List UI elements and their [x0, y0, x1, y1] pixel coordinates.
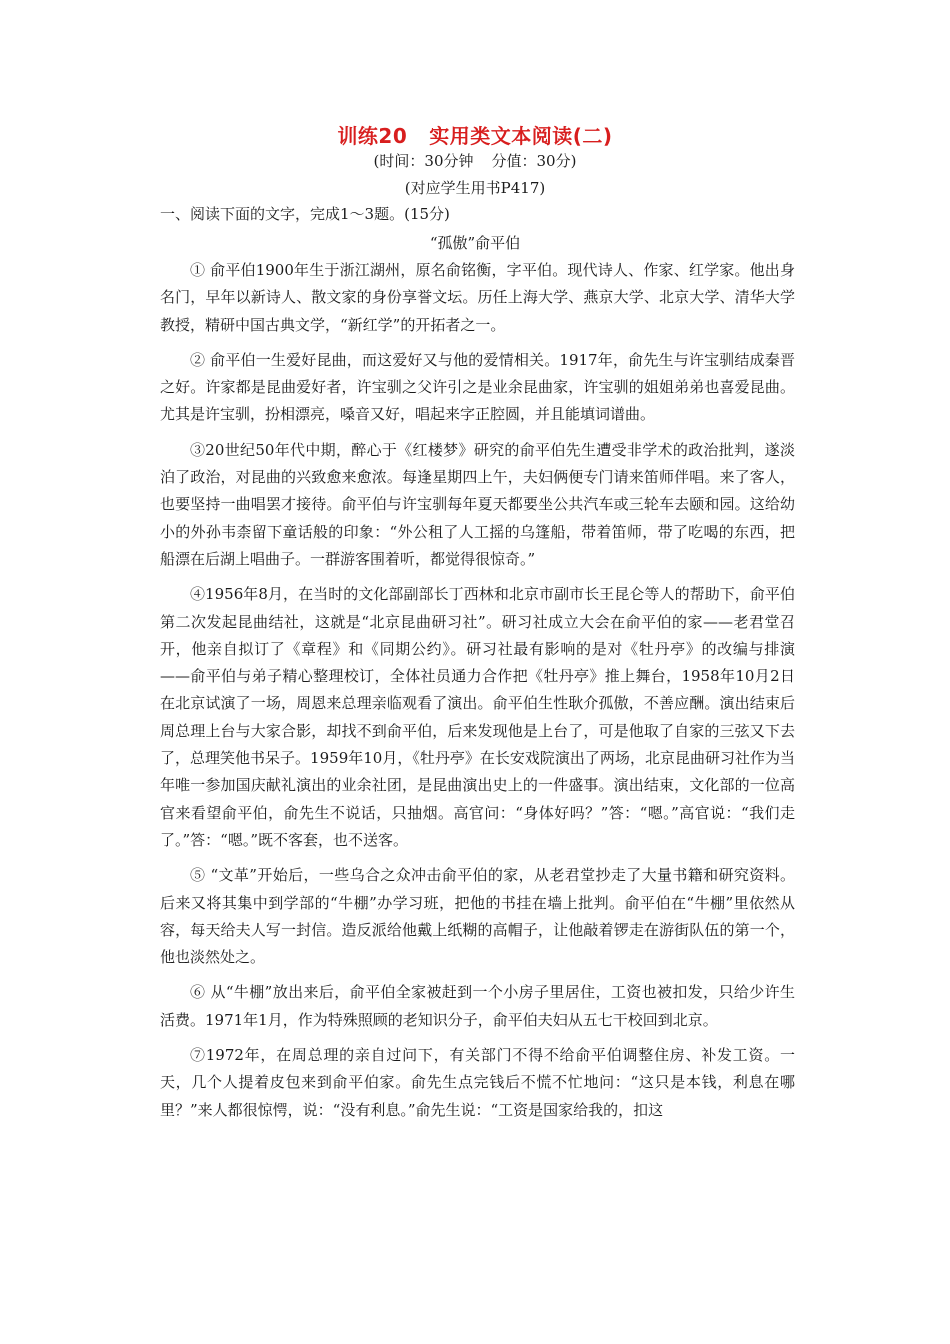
article-title: “孤傲”俞平伯 [429, 234, 521, 252]
time-label: (时间：30分钟 [373, 152, 474, 170]
title-lesson-number: 训练20 [337, 124, 408, 148]
paragraph-1: ① 俞平伯1900年生于浙江湖州，原名俞铭衡，字平伯。现代诗人、作家、红学家。他出身名门，早年以新诗人、散文家的身份享誉文坛。历任上海大学、燕京大学、北京大学、清华大学教授，精研中国古典文学，“新红学”的开拓者之一。 [160, 261, 795, 334]
section-heading: 一、阅读下面的文字，完成1～3题。(15分) [160, 205, 450, 223]
paragraph-5: ⑤ “文革”开始后，一些乌合之众冲击俞平伯的家，从老君堂抄走了大量书籍和研究资料。后来又将其集中到学部的“牛棚”办学习班，把他的书挂在墙上批判。俞平伯在“牛棚”里依然从容，每天给夫人写一封信。造反派给他戴上纸糊的高帽子，让他敲着锣走在游街队伍的第一个，他也淡然处之。 [160, 866, 795, 967]
time-score-line [0, 150, 950, 171]
paragraph-6: ⑥ 从“牛棚”放出来后，俞平伯全家被赶到一个小房子里居住，工资也被扣发，只给少许生活费。1971年1月，作为特殊照顾的老知识分子，俞平伯夫妇从五七干校回到北京。 [160, 983, 795, 1029]
page-title [0, 120, 950, 149]
paragraph-7: ⑦1972年，在周总理的亲自过问下，有关部门不得不给俞平伯调整住房、补发工资。一天，几个人提着皮包来到俞平伯家。俞先生点完钱后不慌不忙地问：“这只是本钱，利息在哪里？”来人都很惊愕，说：“没有利息。”俞先生说：“工资是国家给我的，扣这 [160, 1046, 795, 1119]
book-reference: (对应学生用书P417) [404, 179, 546, 197]
paragraph-3: ③20世纪50年代中期，醉心于《红楼梦》研究的俞平伯先生遭受非学术的政治批判，遂淡泊了政治，对昆曲的兴致愈来愈浓。每逢星期四上午，夫妇俩便专门请来笛师伴唱。来了客人，也要坚持一曲唱罢才接待。俞平伯与许宝驯每年夏天都要坐公共汽车或三轮车去颐和园。这给幼小的外孙韦柰留下童话般的印象：“外公租了人工摇的乌篷船，带着笛师，带了吃喝的东西，把船漂在后湖上唱曲子。一群游客围着听，都觉得很惊奇。” [160, 440, 795, 568]
paragraph-4: ④1956年8月，在当时的文化部副部长丁西林和北京市副市长王昆仑等人的帮助下，俞平伯第二次发起昆曲结社，这就是“北京昆曲研习社”。研习社成立大会在俞平伯的家——老君堂召开，他亲自拟订了《章程》和《同期公约》。研习社最有影响的是对《牡丹亭》的改编与排演——俞平伯与弟子精心整理校订，全体社员通力合作把《牡丹亭》推上舞台，1958年10月2日在北京试演了一场，周恩来总理亲临观看了演出。俞平伯生性耿介孤傲，不善应酬。演出结束后周总理上台与大家合影，却找不到俞平伯，后来发现他是上台了，可是他取了自家的三弦又下去了，总理笑他书呆子。1959年10月，《牡丹亭》在长安戏院演出了两场，北京昆曲研习社作为当年唯一参加国庆献礼演出的业余社团，是昆曲演出史上的一件盛事。演出结束，文化部的一位高官来看望俞平伯，俞先生不说话，只抽烟。高官问：“身体好吗？”答：“嗯。”高官说：“我们走了。”答：“嗯。”既不客套，也不送客。 [160, 585, 795, 849]
paragraph-2: ② 俞平伯一生爱好昆曲，而这爱好又与他的爱情相关。1917年，俞先生与许宝驯结成秦晋之好。许家都是昆曲爱好者，许宝驯之父许引之是业余昆曲家，许宝驯的姐姐弟弟也喜爱昆曲。尤其是许宝驯，扮相漂亮，嗓音又好，唱起来字正腔圆，并且能填词谱曲。 [160, 350, 795, 424]
score-label: 分值：30分) [491, 152, 577, 170]
title-lesson-name: 实用类文本阅读(二) [429, 124, 613, 148]
article-body [160, 257, 795, 1124]
